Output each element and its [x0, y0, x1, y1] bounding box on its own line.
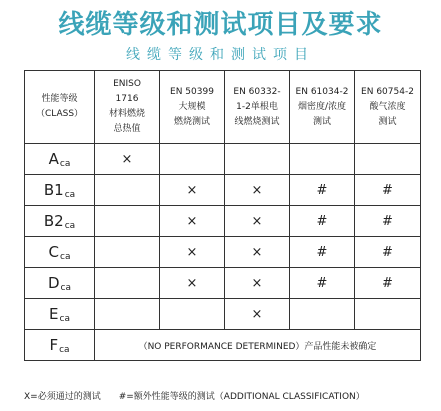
header-eniso-1716: ENISO 1716 材料燃烧 总热值 [95, 71, 160, 144]
header-en-60332: EN 60332- 1-2单根电 线燃烧测试 [225, 71, 290, 144]
table-cell [355, 299, 421, 330]
table-cell: × [160, 175, 225, 206]
table-row [25, 237, 421, 268]
page-title: 线缆等级和测试项目及要求 [58, 10, 383, 40]
table-cell [225, 144, 290, 175]
class-label: $C_{ca}$ [25, 237, 95, 268]
hash-legend: #=额外性能等级的测试（ADDITIONAL CLASSIFICATION） [118, 392, 365, 402]
class-label: $E_{ca}$ [25, 299, 95, 330]
table-cell: # [355, 206, 421, 237]
table-cell [160, 144, 225, 175]
x-legend: X=必须通过的测试 [24, 392, 101, 402]
table-row [25, 299, 421, 330]
table-cell [355, 144, 421, 175]
class-label: $A_{ca}$ [25, 144, 95, 175]
table-cell: # [290, 206, 355, 237]
table-cell: × [225, 237, 290, 268]
class-label: $F_{ca}$ [25, 330, 95, 361]
table-row [25, 206, 421, 237]
table-cell: # [355, 175, 421, 206]
class-label: $D_{ca}$ [25, 268, 95, 299]
table-cell: × [160, 237, 225, 268]
table-cell: × [95, 144, 160, 175]
table-cell: # [290, 237, 355, 268]
table-cell [95, 268, 160, 299]
table-row [25, 268, 421, 299]
table-cell: × [160, 206, 225, 237]
cable-class-table [24, 70, 421, 361]
table-cell [290, 144, 355, 175]
table-cell: # [355, 268, 421, 299]
header-en-50399: EN 50399 大规模 燃烧测试 [160, 71, 225, 144]
legend-footer [24, 389, 365, 402]
header-class: 性能等级 （CLASS） [25, 71, 95, 144]
table-row [25, 175, 421, 206]
table-cell [95, 206, 160, 237]
table-cell [95, 299, 160, 330]
table-row-f [25, 330, 421, 361]
table-cell: × [225, 299, 290, 330]
table-cell: # [290, 175, 355, 206]
table-cell: # [290, 268, 355, 299]
table-cell [160, 299, 225, 330]
table-cell: # [355, 237, 421, 268]
table-row [25, 144, 421, 175]
table-cell: × [225, 206, 290, 237]
table-header-row [25, 71, 421, 144]
header-en-61034: EN 61034-2 烟密度/浓度 测试 [290, 71, 355, 144]
no-performance-note: （NO PERFORMANCE DETERMINED）产品性能未被确定 [95, 330, 421, 361]
page-subtitle: 线缆等级和测试项目 [126, 47, 315, 63]
table-cell [95, 175, 160, 206]
table-cell [95, 237, 160, 268]
table-cell: × [160, 268, 225, 299]
table-cell [290, 299, 355, 330]
table-cell: × [225, 175, 290, 206]
class-label: $B1_{ca}$ [25, 175, 95, 206]
class-label: $B2_{ca}$ [25, 206, 95, 237]
table-cell: × [225, 268, 290, 299]
header-en-60754: EN 60754-2 酸气浓度 测试 [355, 71, 421, 144]
